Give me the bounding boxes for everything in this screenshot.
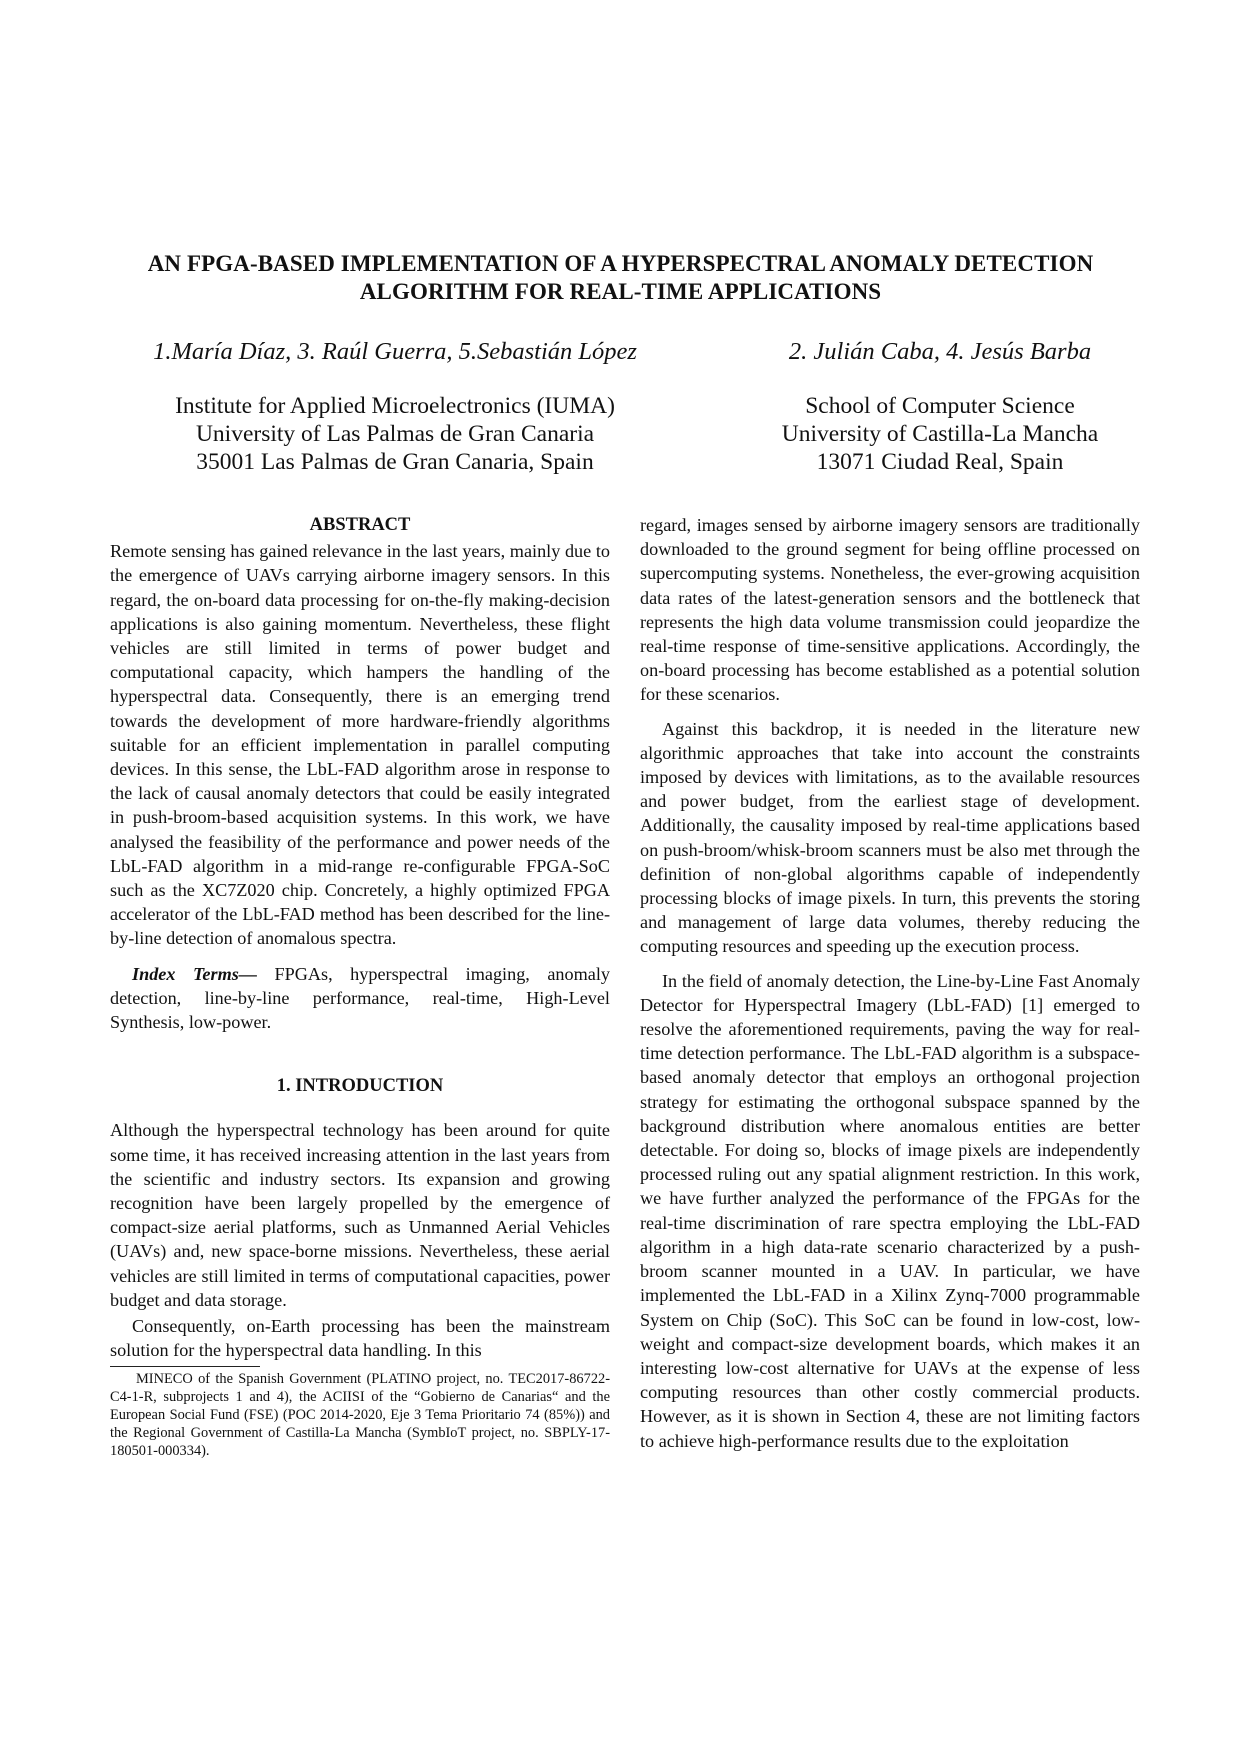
introduction-heading: 1. INTRODUCTION: [276, 1076, 444, 1097]
paper-title-line-2: ALGORITHM FOR REAL-TIME APPLICATIONS: [359, 279, 882, 304]
right-column: [640, 513, 1140, 1453]
footnote-divider: [110, 1366, 260, 1367]
abstract-heading: ABSTRACT: [309, 515, 411, 535]
affiliation-left: [100, 392, 690, 476]
paper-title: [100, 250, 1141, 306]
abstract-text: Remote sensing has gained relevance in the last years, mainly due to the emergence of UAVs carrying airborne imagery sensors. In this regard, the on-board data processing for on-the-fly making-decision applications is also gaining momentum. Nevertheless, these flight vehicles are still limited in terms of power budget and computational capacity, which hampers the handling of the hyperspectral data. Consequently, there is an emerging trend towards the development of more hardware-friendly algorithms suitable for an efficient implementation in parallel computing devices. In this sense, the LbL-FAD algorithm arose in response to the lack of causal anomaly detectors that could be easily integrated in push-broom-based acquisition systems. In this work, we have analysed the feasibility of the performance and power needs of the LbL-FAD algorithm in a mid-range re-configurable FPGA-SoC such as the XC7Z020 chip. Concretely, a highly optimized FPGA accelerator of the LbL-FAD method has been described for the line-by-line detection of anomalous spectra.: [110, 541, 610, 949]
intro-paragraph: Consequently, on-Earth processing has been the mainstream solution for the hyperspectral data handling. In this: [110, 1316, 610, 1361]
left-column: [110, 513, 610, 1461]
index-terms: [110, 962, 610, 1035]
paper-title-line-1: AN FPGA-BASED IMPLEMENTATION OF A HYPERSPECTRAL ANOMALY DETECTION: [147, 251, 1094, 276]
index-terms-text: FPGAs, hyperspectral imaging, anomaly detection, line-by-line performance, real-time, High-Level Synthesis, low-power.: [110, 963, 610, 1033]
intro-paragraph: Against this backdrop, it is needed in the literature new algorithmic approaches that take into account the constraints imposed by devices with limitations, as to the available resources and power budget, from the earliest stage of development. Additionally, the causality imposed by real-time applications based on push-broom/whisk-broom scanners must be also met through the definition of non-global algorithms capable of independently processing blocks of image pixels. In turn, this prevents the storing and management of large data volumes, thereby reducing the computing resources and speeding up the execution process.: [640, 718, 1140, 957]
intro-paragraph: regard, images sensed by airborne imagery sensors are traditionally downloaded to the ground segment for being offline processed on supercomputing systems. Nonetheless, the ever-growing acquisition data rates of the latest-generation sensors and the bottleneck that represents the high data volume transmission could jeopardize the real-time response of time-sensitive applications. Accordingly, the on-board processing has become established as a potential solution for these scenarios.: [640, 515, 1140, 705]
footnote: MINECO of the Spanish Government (PLATINO project, no. TEC2017-86722-C4-1-R, subprojects 1 and 4), the ACIISI of the “Gobierno de Canarias“ and the European Social Fund (FSE) (POC 2014-2020, Eje 3 Tema Prioritario 74 (85%)) and the Regional Government of Castilla-La Mancha (SymbIoT project, no. SBPLY-17-180501-000334).: [110, 1370, 610, 1460]
affiliation-right: [740, 392, 1140, 476]
affiliation-line: Institute for Applied Microelectronics (IUMA): [175, 393, 615, 419]
affiliation-line: School of Computer Science: [805, 393, 1075, 419]
index-terms-label: Index Terms—: [132, 963, 257, 984]
authors-left: 1.María Díaz, 3. Raúl Guerra, 5.Sebastián López: [153, 338, 637, 365]
affiliation-line: University of Las Palmas de Gran Canaria: [195, 421, 595, 447]
authors-right: 2. Julián Caba, 4. Jesús Barba: [788, 338, 1092, 365]
affiliation-line: University of Castilla-La Mancha: [781, 421, 1099, 447]
affiliation-line: 13071 Ciudad Real, Spain: [816, 449, 1064, 475]
intro-paragraph: In the field of anomaly detection, the Line-by-Line Fast Anomaly Detector for Hyperspectral Imagery (LbL-FAD) [1] emerged to resolve the aforementioned requirements, paving the way for real-time detection performance. The LbL-FAD algorithm is a subspace-based anomaly detector that employs an orthogonal projection strategy for estimating the orthogonal subspace spanned by the background distribution where anomalous entities are better detectable. For doing so, blocks of image pixels are independently processed ruling out any spatial alignment restriction. In this work, we have further analyzed the performance of the FPGAs for the real-time discrimination of rare spectra employing the LbL-FAD algorithm in a high data-rate scenario characterized by a push-broom scanner mounted in a UAV. In particular, we have implemented the LbL-FAD in a Xilinx Zynq-7000 programmable System on Chip (SoC). This SoC can be found in low-cost, low-weight and compact-size development boards, which makes it an interesting low-cost alternative for UAVs at the expense of less computing resources than other costly commercial products. However, as it is shown in Section 4, these are not limiting factors to achieve high-performance results due to the exploitation: [640, 970, 1140, 1451]
affiliation-line: 35001 Las Palmas de Gran Canaria, Spain: [196, 449, 594, 475]
intro-paragraph: Although the hyperspectral technology has been around for quite some time, it has received increasing attention in the last years from the scientific and industry sectors. Its expansion and growing recognition have been largely propelled by the emergence of compact-size aerial platforms, such as Unmanned Aerial Vehicles (UAVs) and, new space-borne missions. Nevertheless, these aerial vehicles are still limited in terms of computational capacities, power budget and data storage.: [110, 1120, 610, 1310]
